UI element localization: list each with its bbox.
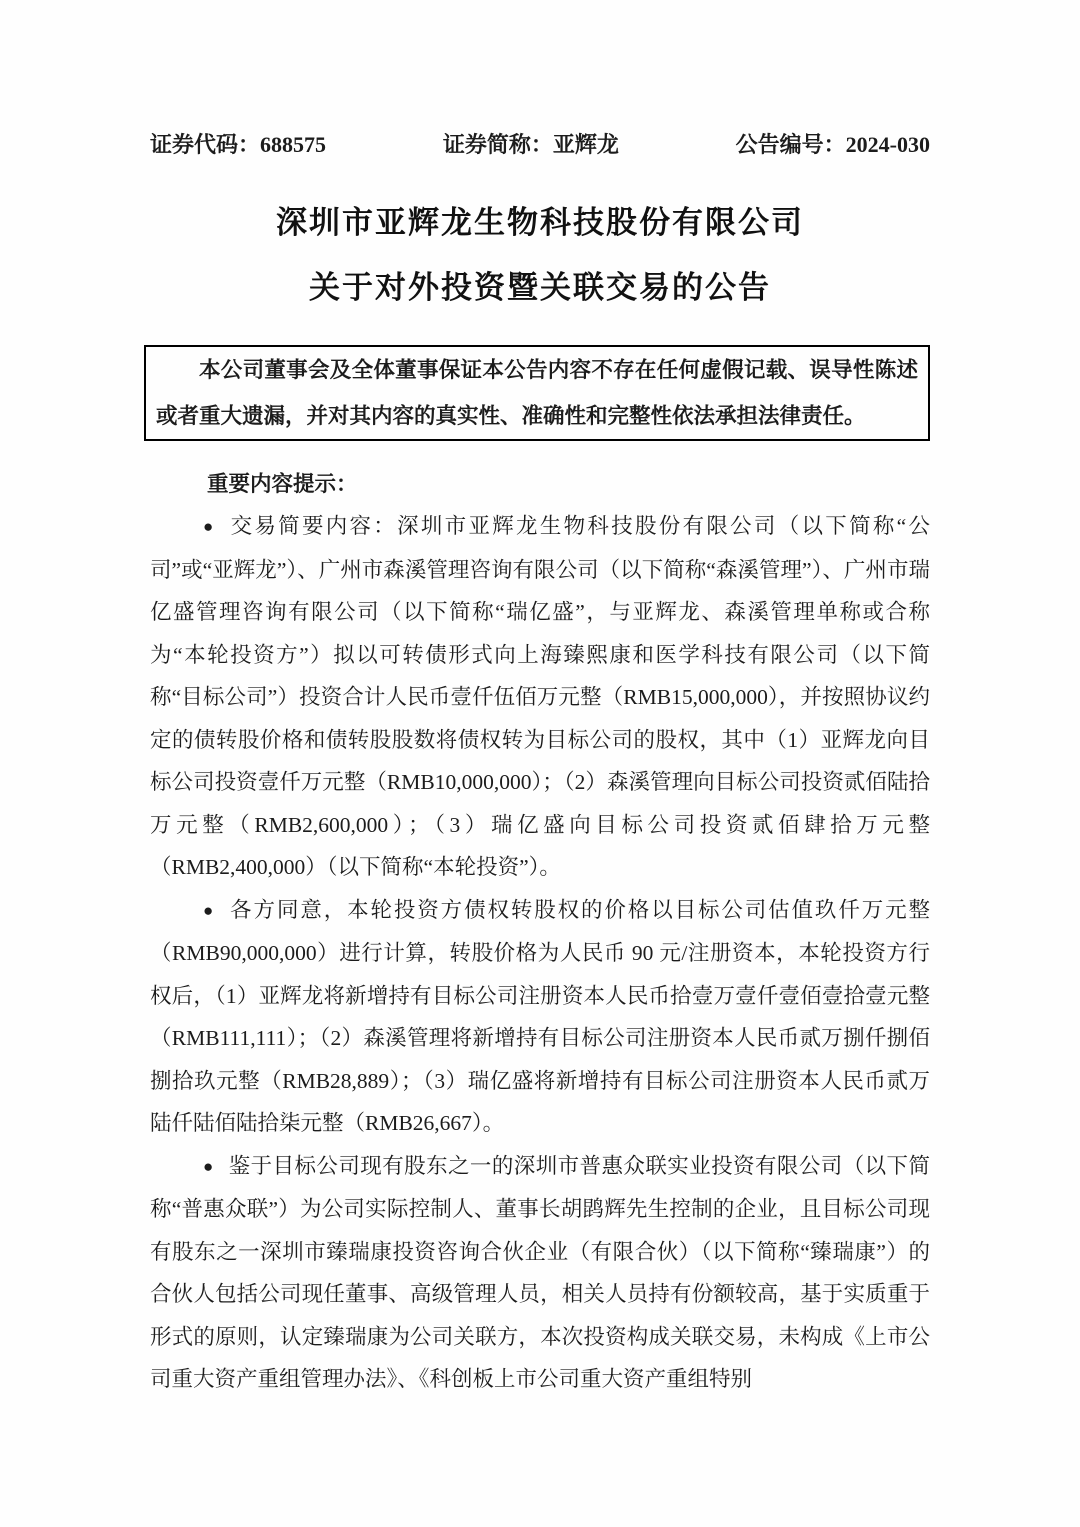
- announcement-number: 公告编号：2024-030: [735, 132, 930, 157]
- highlights-heading: 重要内容提示：: [207, 472, 358, 496]
- highlight-item-related-party: [150, 1145, 930, 1401]
- bullet-icon: ●: [203, 1156, 214, 1176]
- highlight-item-text: 交易简要内容：深圳市亚辉龙生物科技股份有限公司（以下简称“公司”或“亚辉龙”）、广州市森溪管理咨询有限公司（以下简称“森溪管理”）、广州市瑞亿盛管理咨询有限公司（以下简称“瑞亿盛”，与亚辉龙、森溪管理单称或合称为“本轮投资方”）拟以可转债形式向上海臻熙康和医学科技有限公司（以下简称“目标公司”）投资合计人民币壹仟伍佰万元整（RMB15,000,000），并按照协议约定的债转股价格和债转股股数将债权转为目标公司的股权，其中（1）亚辉龙向目标公司投资壹仟万元整（RMB10,000,000）；（2）森溪管理向目标公司投资贰佰陆拾万元整（RMB2,600,000）；（3）瑞亿盛向目标公司投资贰佰肆拾万元整（RMB2,400,000）（以下简称“本轮投资”）。: [150, 514, 930, 879]
- stock-short-name: 证券简称：亚辉龙: [442, 132, 619, 157]
- company-name-title-line: 深圳市亚辉龙生物科技股份有限公司: [276, 205, 804, 240]
- document-header: [150, 0, 930, 160]
- highlight-item-text: 鉴于目标公司现有股东之一的深圳市普惠众联实业投资有限公司（以下简称“普惠众联”）为公司实际控制人、董事长胡鹍辉先生控制的企业，且目标公司现有股东之一深圳市臻瑞康投资咨询合伙企业（有限合伙）（以下简称“臻瑞康”）的合伙人包括公司现任董事、高级管理人员，相关人员持有份额较高，基于实质重于形式的原则，认定臻瑞康为公司关联方，本次投资构成关联交易，未构成《上市公司重大资产重组管理办法》、《科创板上市公司重大资产重组特别: [150, 1153, 930, 1391]
- announcement-subject-line: 关于对外投资暨关联交易的公告: [309, 270, 771, 305]
- document-title: [150, 190, 930, 320]
- highlight-item-conversion-terms: [150, 889, 930, 1145]
- disclaimer-box: [144, 345, 930, 441]
- stock-code: 证券代码：688575: [150, 132, 327, 157]
- highlights-section: [150, 469, 930, 1401]
- highlight-item-text: 各方同意，本轮投资方债权转股权的价格以目标公司估值玖仟万元整（RMB90,000,000）进行计算，转股价格为人民币 90 元/注册资本，本轮投资方行权后，（1）亚辉龙将新增持有目标公司注册资本人民币拾壹万壹仟壹佰壹拾壹元整（RMB111,111）；（2）森溪管理将新增持有目标公司注册资本人民币贰万捌仟捌佰捌拾玖元整（RMB28,889）；（3）瑞亿盛将新增持有目标公司注册资本人民币贰万陆仟陆佰陆拾柒元整（RMB26,667）。: [150, 897, 930, 1135]
- disclaimer-text: 本公司董事会及全体董事保证本公告内容不存在任何虚假记载、误导性陈述或者重大遗漏，并对其内容的真实性、准确性和完整性依法承担法律责任。: [156, 358, 918, 428]
- highlight-item-transaction-summary: [150, 505, 930, 889]
- bullet-icon: ●: [203, 900, 214, 920]
- bullet-icon: ●: [203, 517, 214, 536]
